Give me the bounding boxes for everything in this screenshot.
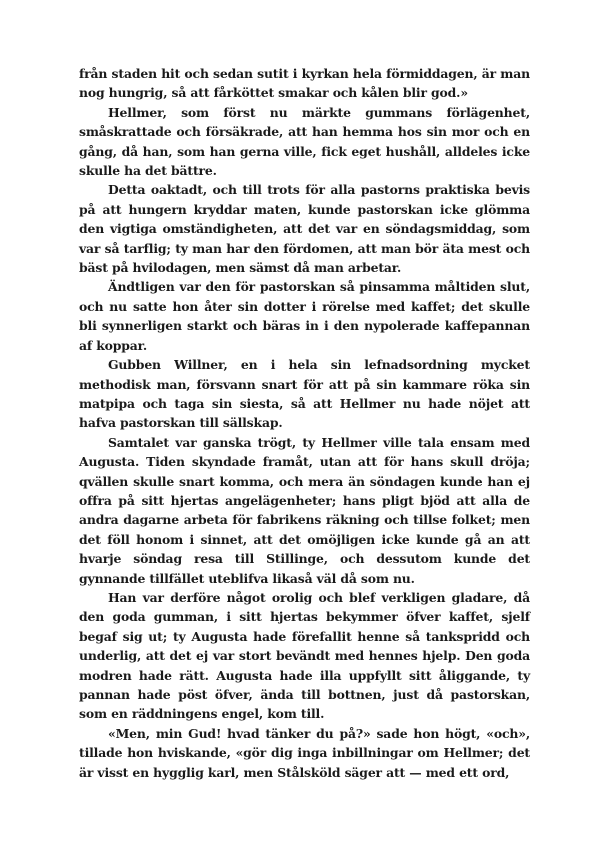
book-page: [79, 64, 530, 782]
paragraph-8: «Men, min Gud! hvad tänker du på?» sade hon högt, «och», tillade hon hviskande, «gör dig inga inbillningar om Hellmer; det är visst en hygglig karl, men Stålsköld säger att — med ett ord,: [79, 725, 530, 780]
paragraph-6: Samtalet var ganska trögt, ty Hellmer ville tala ensam med Augusta. Tiden skyndade framåt, utan att för hans skull dröja; qvällen skulle snart komma, och mera än söndagen kunde han ej offra på sitt hjertas angelägenheter; hans pligt bjöd att alla de andra dagarne arbeta för fabrikens räkning och tillse folket; men det föll honom i sinnet, att det omöjligen icke kunde gå an att hvarje söndag resa till Stillinge, och dessutom kunde det gynnande tillfället uteblifva likaså väl då som nu.: [79, 434, 530, 586]
paragraph-1: från staden hit och sedan sutit i kyrkan hela förmiddagen, är man nog hungrig, så att fårköttet smakar och kålen blir god.»: [79, 66, 530, 101]
paragraph-7: Han var derföre något orolig och blef verkligen gladare, då den goda gumman, i sitt hjertas bekymmer öfver kaffet, sjelf begaf sig ut; ty Augusta hade förefallit henne så tankspridd och underlig, att det ej var stort bevändt med hennes hjelp. Den goda modren hade rätt. Augusta hade illa uppfyllt sitt åliggande, ty pannan hade pöst öfver, ända till bottnen, just då pastorskan, som en räddningens engel, kom till.: [79, 589, 530, 722]
paragraph-4: Ändtligen var den för pastorskan så pinsamma måltiden slut, och nu satte hon åter sin dotter i rörelse med kaffet; det skulle bli synnerligen starkt och bäras in i den nypolerade kaffepannan af koppar.: [79, 279, 530, 353]
paragraph-5: Gubben Willner, en i hela sin lefnadsordning mycket methodisk man, försvann snart för att på sin kammare röka sin matpipa och taga sin siesta, så att Hellmer nu hade nöjet att hafva pastorskan till sällskap.: [79, 357, 530, 431]
paragraph-3: Detta oaktadt, och till trots för alla pastorns praktiska bevis på att hungern kryddar maten, kunde pastorskan icke glömma den vigtiga omständigheten, att det var en söndagsmiddag, som var så tarflig; ty man har den fördomen, att man bör äta mest och bäst på hvilodagen, men sämst då man arbetar.: [79, 182, 530, 276]
paragraph-2: Hellmer, som först nu märkte gummans förlägenhet, småskrattade och försäkrade, att han hemma hos sin mor och en gång, då han, som han gerna ville, fick eget hushåll, alldeles icke skulle ha det bättre.: [79, 104, 530, 179]
